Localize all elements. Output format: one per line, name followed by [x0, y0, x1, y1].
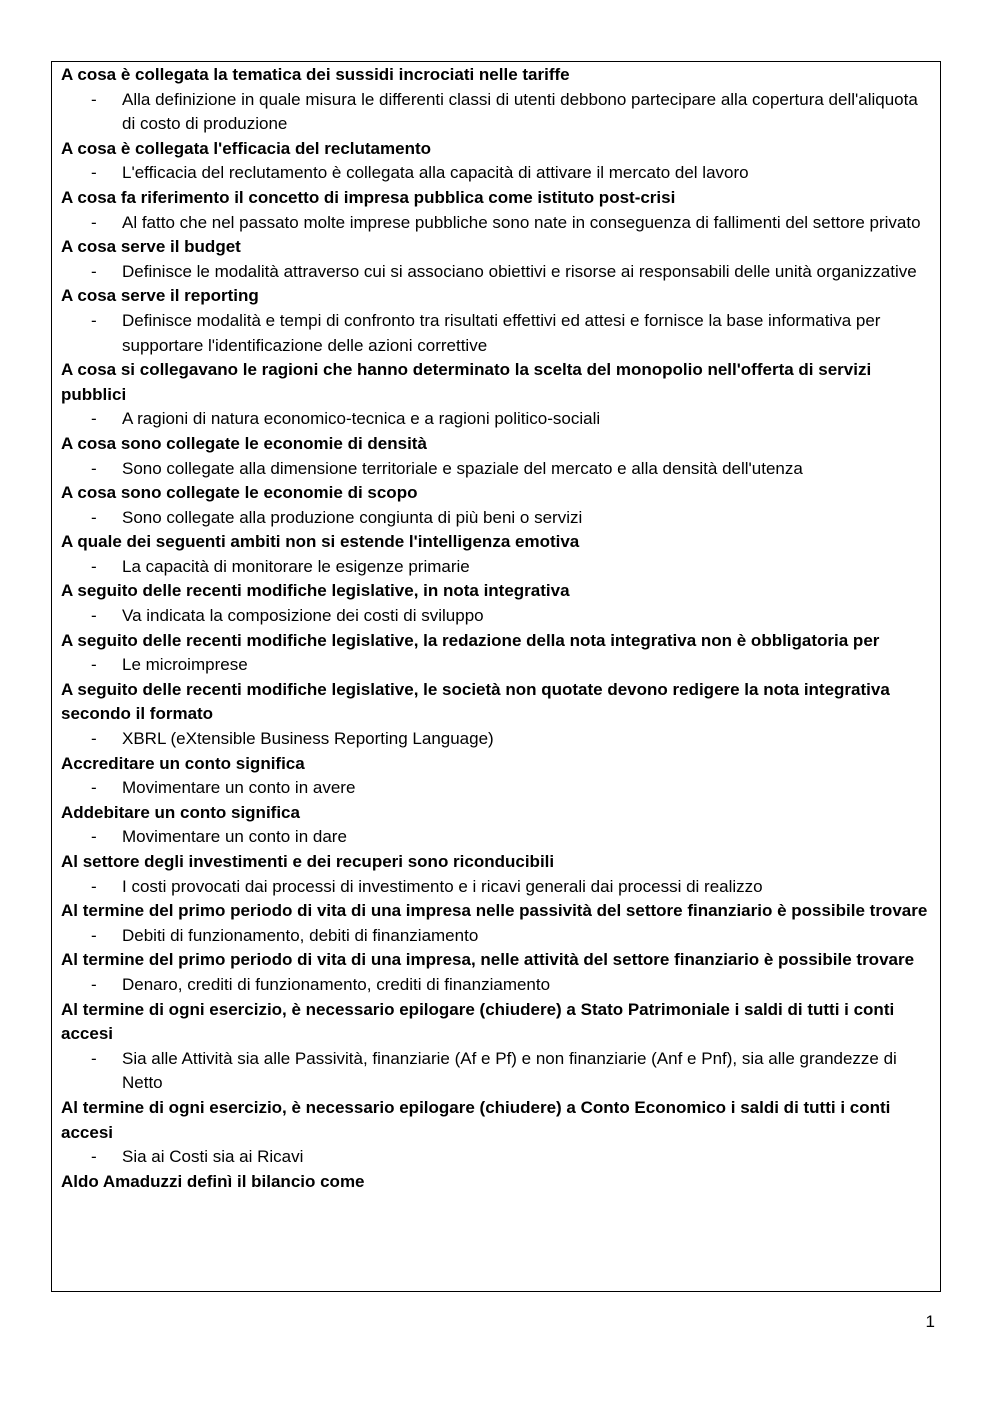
- answer-text: A ragioni di natura economico-tecnica e a ragioni politico-sociali: [122, 409, 601, 429]
- qa-item: [61, 284, 932, 358]
- qa-item: [61, 235, 932, 284]
- question: Al termine di ogni esercizio, è necessario epilogare (chiudere) a Conto Economico i saldi di tutti i conti accesi: [61, 1097, 891, 1142]
- answer: [61, 457, 932, 482]
- qa-item: [61, 137, 932, 186]
- answer: [61, 1145, 932, 1170]
- qa-item: [61, 629, 932, 678]
- qa-item: [61, 1096, 932, 1170]
- dash-bullet: -: [91, 507, 97, 527]
- document-content-box: [51, 61, 941, 1292]
- question: A seguito delle recenti modifiche legislative, la redazione della nota integrativa non è obbligatoria per: [61, 630, 880, 650]
- question: Addebitare un conto significa: [61, 802, 300, 822]
- qa-item: [61, 678, 932, 752]
- answer-text: Debiti di funzionamento, debiti di finanziamento: [122, 925, 479, 945]
- qa-item: [61, 481, 932, 530]
- qa-item: [61, 998, 932, 1096]
- dash-bullet: -: [91, 606, 97, 626]
- dash-bullet: -: [91, 778, 97, 798]
- answer-text: Va indicata la composizione dei costi di sviluppo: [122, 606, 484, 626]
- answer-text: Sono collegate alla dimensione territoriale e spaziale del mercato e alla densità dell'utenza: [122, 458, 803, 478]
- answer-text: Denaro, crediti di funzionamento, crediti di finanziamento: [122, 974, 551, 994]
- dash-bullet: -: [91, 409, 97, 429]
- answer-text: Definisce modalità e tempi di confronto tra risultati effettivi ed attesi e fornisce la base informativa per supportare l'identificazione delle azioni correttive: [122, 310, 881, 355]
- question: Al termine di ogni esercizio, è necessario epilogare (chiudere) a Stato Patrimoniale i saldi di tutti i conti accesi: [61, 999, 895, 1044]
- answer: [61, 653, 932, 678]
- answer: [61, 309, 932, 358]
- dash-bullet: -: [91, 827, 97, 847]
- dash-bullet: -: [91, 925, 97, 945]
- answer-text: Al fatto che nel passato molte imprese pubbliche sono nate in conseguenza di fallimenti del settore privato: [122, 212, 921, 232]
- answer: [61, 875, 932, 900]
- answer: [61, 727, 932, 752]
- answer-text: Sono collegate alla produzione congiunta di più beni o servizi: [122, 507, 583, 527]
- answer-text: I costi provocati dai processi di investimento e i ricavi generali dai processi di realizzo: [122, 876, 763, 896]
- question: A cosa è collegata l'efficacia del reclutamento: [61, 138, 431, 158]
- qa-item: [61, 1170, 932, 1195]
- answer-text: Movimentare un conto in dare: [122, 827, 347, 847]
- answer-text: Sia ai Costi sia ai Ricavi: [122, 1147, 304, 1167]
- question: A cosa serve il budget: [61, 237, 241, 257]
- qa-item: [61, 850, 932, 899]
- answer: [61, 407, 932, 432]
- answer: [61, 260, 932, 285]
- qa-item: [61, 63, 932, 137]
- question: A cosa sono collegate le economie di scopo: [61, 483, 418, 503]
- qa-item: [61, 801, 932, 850]
- question: A quale dei seguenti ambiti non si estende l'intelligenza emotiva: [61, 532, 580, 552]
- question: A cosa si collegavano le ragioni che hanno determinato la scelta del monopolio nell'offerta di servizi pubblici: [61, 360, 872, 404]
- question: Aldo Amaduzzi definì il bilancio come: [61, 1171, 365, 1191]
- question: Al settore degli investimenti e dei recuperi sono riconducibili: [61, 852, 555, 871]
- answer-text: Definisce le modalità attraverso cui si associano obiettivi e risorse ai responsabili delle unità organizzative: [122, 261, 917, 281]
- dash-bullet: -: [91, 458, 97, 478]
- dash-bullet: -: [91, 310, 97, 330]
- dash-bullet: -: [91, 876, 97, 896]
- qa-item: [61, 432, 932, 481]
- answer: [61, 604, 932, 629]
- qa-item: [61, 752, 932, 801]
- answer: [61, 555, 932, 580]
- answer: [61, 211, 932, 236]
- dash-bullet: -: [91, 1048, 97, 1068]
- dash-bullet: -: [91, 89, 97, 109]
- answer: [61, 161, 932, 186]
- question: A cosa serve il reporting: [61, 286, 259, 306]
- answer: [61, 88, 932, 137]
- qa-item: [61, 530, 932, 579]
- question: A cosa fa riferimento il concetto di impresa pubblica come istituto post-crisi: [61, 187, 676, 207]
- question: Al termine del primo periodo di vita di una impresa, nelle attività del settore finanziario è possibile trovare: [61, 950, 915, 970]
- answer: [61, 825, 932, 850]
- page-number: 1: [925, 1312, 935, 1331]
- answer-text: Sia alle Attività sia alle Passività, finanziarie (Af e Pf) e non finanziarie (Anf e Pnf), sia alle grandezze di Netto: [122, 1048, 897, 1093]
- question: A cosa sono collegate le economie di densità: [61, 433, 427, 453]
- qa-item: [61, 358, 932, 432]
- question: A seguito delle recenti modifiche legislative, le società non quotate devono redigere la nota integrativa secondo il formato: [61, 679, 890, 724]
- answer: [61, 973, 932, 998]
- dash-bullet: -: [91, 655, 97, 675]
- question: A seguito delle recenti modifiche legislative, in nota integrativa: [61, 581, 570, 601]
- answer-text: XBRL (eXtensible Business Reporting Language): [122, 729, 494, 749]
- dash-bullet: -: [91, 556, 97, 576]
- answer-text: Le microimprese: [122, 655, 248, 675]
- answer-text: Alla definizione in quale misura le differenti classi di utenti debbono partecipare alla copertura dell'aliquota di costo di produzione: [122, 89, 918, 134]
- answer-text: L'efficacia del reclutamento è collegata alla capacità di attivare il mercato del lavoro: [122, 163, 749, 183]
- qa-item: [61, 948, 932, 997]
- dash-bullet: -: [91, 729, 97, 749]
- dash-bullet: -: [91, 212, 97, 232]
- question: A cosa è collegata la tematica dei sussidi incrociati nelle tariffe: [61, 65, 570, 84]
- dash-bullet: -: [91, 261, 97, 281]
- answer: [61, 776, 932, 801]
- answer: [61, 924, 932, 949]
- dash-bullet: -: [91, 1147, 97, 1167]
- dash-bullet: -: [91, 974, 97, 994]
- answer: [61, 1047, 932, 1096]
- dash-bullet: -: [91, 163, 97, 183]
- qa-item: [61, 899, 932, 948]
- answer-text: Movimentare un conto in avere: [122, 778, 356, 798]
- answer-text: La capacità di monitorare le esigenze primarie: [122, 556, 470, 576]
- qa-item: [61, 186, 932, 235]
- answer: [61, 506, 932, 531]
- question: Al termine del primo periodo di vita di una impresa nelle passività del settore finanziario è possibile trovare: [61, 901, 928, 921]
- question: Accreditare un conto significa: [61, 753, 305, 773]
- qa-item: [61, 579, 932, 628]
